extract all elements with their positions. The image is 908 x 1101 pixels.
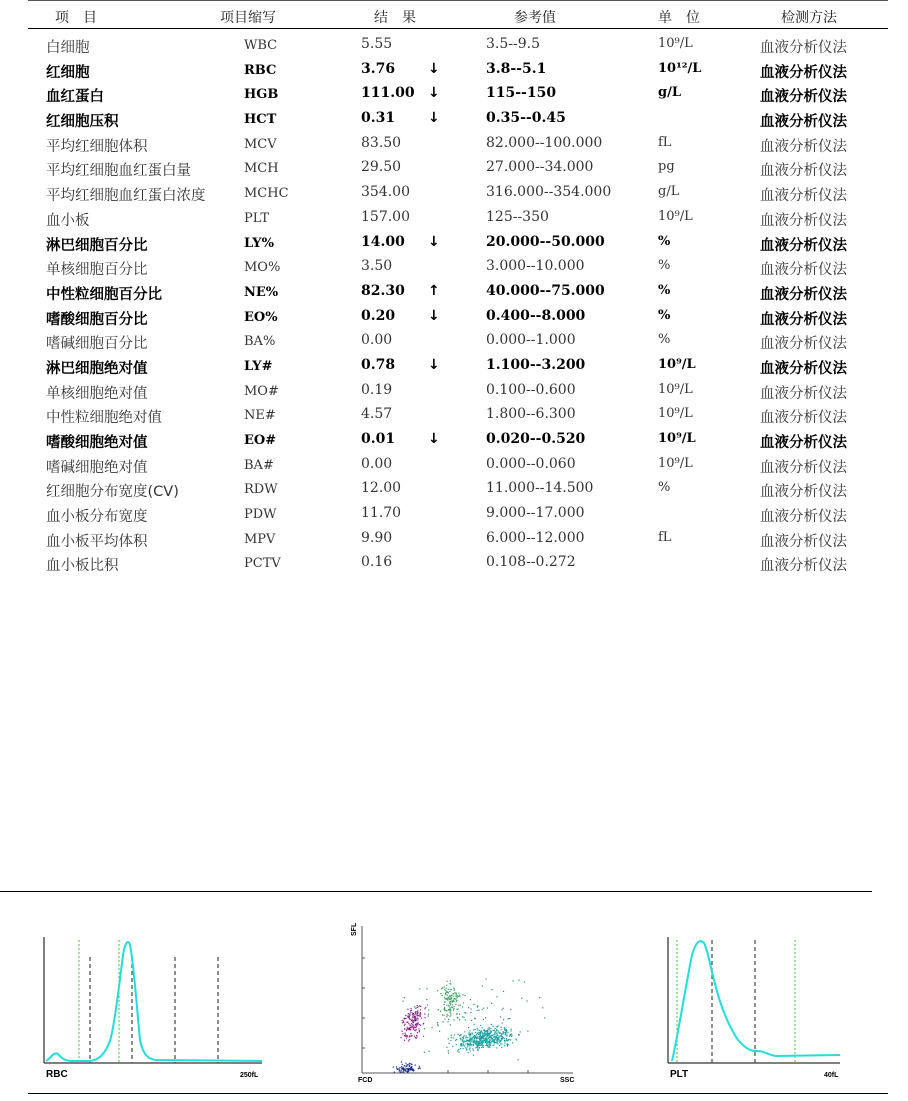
table-row (0, 82, 908, 107)
sparse-points (402, 978, 545, 1060)
item-unit: 10⁹/L (658, 381, 693, 397)
item-method: 血液分析仪法 (760, 163, 847, 180)
item-reference: 11.000--14.500 (486, 480, 594, 497)
item-unit: g/L (658, 184, 680, 200)
item-method: 血液分析仪法 (760, 237, 847, 254)
item-name: 血小板 (46, 212, 90, 229)
item-reference: 9.000--17.000 (486, 505, 585, 522)
header-item: 项 目 (55, 10, 97, 26)
item-method: 血液分析仪法 (760, 533, 847, 550)
item-method: 血液分析仪法 (760, 311, 847, 328)
item-reference: 82.000--100.000 (486, 134, 603, 151)
rbc-curve (46, 942, 262, 1061)
table-header (0, 4, 908, 26)
table-row (0, 403, 908, 428)
item-abbr: MO# (244, 383, 279, 399)
item-abbr: RBC (244, 62, 277, 78)
item-name: 单核细胞绝对值 (46, 385, 148, 402)
item-abbr: MCH (244, 161, 279, 177)
header-unit: 单 位 (658, 10, 700, 26)
item-result: 0.31 (361, 110, 396, 127)
item-method: 血液分析仪法 (760, 188, 847, 205)
item-abbr: HGB (244, 87, 279, 103)
item-reference: 1.800--6.300 (486, 406, 576, 423)
item-name: 中性粒细胞百分比 (46, 286, 162, 303)
rbc-max-label: 250fL (240, 1072, 259, 1079)
table-row (0, 206, 908, 231)
item-unit: 10¹²/L (658, 60, 702, 76)
item-method: 血液分析仪法 (760, 360, 847, 377)
item-reference: 0.108--0.272 (486, 554, 576, 571)
item-result: 0.19 (361, 381, 393, 398)
lymphocyte-cluster (400, 1005, 426, 1042)
item-abbr: MPV (244, 531, 276, 547)
item-flag: ↓ (428, 431, 440, 447)
item-method: 血液分析仪法 (760, 114, 847, 131)
item-method: 血液分析仪法 (760, 509, 847, 526)
item-name: 血小板分布宽度 (46, 509, 148, 526)
item-unit: 10⁹/L (658, 36, 693, 51)
item-result: 29.50 (361, 159, 402, 176)
item-unit: pg (658, 159, 675, 175)
header-result: 结 果 (374, 10, 416, 26)
header-method: 检测方法 (781, 10, 837, 26)
table-row (0, 502, 908, 527)
table-row (0, 354, 908, 379)
wbc-scatter-plot (348, 918, 580, 1084)
item-reference: 6.000--12.000 (486, 529, 585, 546)
item-unit: % (658, 233, 671, 249)
item-name: 平均红细胞血红蛋白量 (46, 163, 191, 180)
table-row (0, 428, 908, 453)
table-row (0, 527, 908, 552)
table-row (0, 33, 908, 58)
scatter-x-label: FCD (358, 1077, 373, 1084)
item-result: 0.01 (361, 431, 396, 447)
item-reference: 3.8--5.1 (486, 60, 547, 77)
item-flag: ↓ (428, 307, 440, 324)
item-result: 14.00 (361, 233, 405, 250)
item-name: 平均红细胞血红蛋白浓度 (46, 188, 206, 205)
item-name: 中性粒细胞绝对值 (46, 410, 162, 427)
result-table (0, 33, 908, 576)
item-method: 血液分析仪法 (760, 286, 847, 303)
item-abbr: BA% (244, 334, 276, 350)
item-result: 4.57 (361, 406, 393, 423)
item-method: 血液分析仪法 (760, 40, 847, 56)
item-abbr: MO% (244, 260, 281, 276)
item-result: 3.76 (361, 60, 396, 77)
debris-cluster (393, 1061, 421, 1073)
neutrophil-cluster (446, 1024, 521, 1056)
item-flag: ↑ (428, 282, 440, 299)
table-row (0, 329, 908, 354)
item-abbr: EO% (244, 309, 278, 325)
item-reference: 3.5--9.5 (486, 36, 540, 52)
item-result: 5.55 (361, 36, 393, 52)
item-result: 157.00 (361, 208, 410, 225)
item-abbr: NE# (244, 408, 276, 424)
rbc-label: RBC (46, 1069, 68, 1080)
item-abbr: NE% (244, 284, 279, 300)
item-result: 0.00 (361, 332, 393, 349)
plt-curve (672, 941, 840, 1061)
item-reference: 0.020--0.520 (486, 431, 586, 447)
item-unit: % (658, 282, 671, 298)
section-divider (0, 891, 872, 892)
plt-label: PLT (670, 1069, 689, 1080)
item-method: 血液分析仪法 (760, 484, 847, 501)
item-unit: 10⁹/L (658, 208, 693, 224)
item-unit: g/L (658, 85, 681, 101)
item-unit: % (658, 480, 671, 496)
item-abbr: PLT (244, 210, 269, 226)
item-reference: 40.000--75.000 (486, 282, 605, 299)
item-result: 3.50 (361, 258, 393, 275)
item-abbr: LY% (244, 235, 274, 251)
table-row (0, 231, 908, 256)
item-name: 嗜酸细胞绝对值 (46, 435, 148, 451)
item-abbr: HCT (244, 112, 277, 128)
item-name: 淋巴细胞绝对值 (46, 360, 148, 377)
item-abbr: MCV (244, 136, 277, 152)
header-rule (28, 28, 888, 29)
top-rule (28, 0, 888, 1)
bottom-rule (28, 1093, 888, 1094)
item-method: 血液分析仪法 (760, 435, 847, 451)
item-unit: fL (658, 134, 672, 150)
monocyte-cluster (437, 980, 466, 1020)
rbc-histogram (40, 935, 268, 1080)
table-row (0, 107, 908, 132)
item-flag: ↓ (428, 60, 440, 77)
header-abbr: 项目缩写 (220, 10, 276, 26)
item-abbr: MCHC (244, 186, 289, 202)
item-reference: 0.000--0.060 (486, 455, 576, 472)
item-name: 血小板平均体积 (46, 533, 148, 550)
scatter-points (393, 978, 546, 1073)
item-method: 血液分析仪法 (760, 558, 847, 575)
item-method: 血液分析仪法 (760, 336, 847, 353)
item-abbr: BA# (244, 457, 274, 473)
item-method: 血液分析仪法 (760, 138, 847, 155)
item-name: 淋巴细胞百分比 (46, 237, 148, 254)
item-result: 9.90 (361, 529, 393, 546)
item-flag: ↓ (428, 110, 440, 127)
item-method: 血液分析仪法 (760, 459, 847, 476)
item-abbr: RDW (244, 482, 278, 498)
item-reference: 0.000--1.000 (486, 332, 576, 349)
item-reference: 125--350 (486, 208, 549, 225)
item-flag: ↓ (428, 85, 440, 102)
item-flag: ↓ (428, 356, 440, 373)
item-name: 红细胞压积 (46, 114, 119, 131)
item-reference: 316.000--354.000 (486, 184, 612, 201)
item-name: 红细胞 (46, 64, 90, 81)
item-reference: 27.000--34.000 (486, 159, 594, 176)
item-abbr: WBC (244, 38, 278, 53)
item-name: 白细胞 (46, 40, 90, 56)
table-row (0, 280, 908, 305)
item-name: 嗜碱细胞绝对值 (46, 459, 148, 476)
item-unit: fL (658, 529, 672, 545)
item-unit: 10⁹/L (658, 431, 696, 446)
item-method: 血液分析仪法 (760, 410, 847, 427)
item-result: 0.00 (361, 455, 393, 472)
item-result: 0.20 (361, 307, 396, 324)
item-reference: 3.000--10.000 (486, 258, 585, 275)
item-result: 111.00 (361, 85, 415, 102)
item-method: 血液分析仪法 (760, 89, 847, 106)
item-reference: 115--150 (486, 85, 557, 102)
item-name: 嗜酸细胞百分比 (46, 311, 148, 328)
item-result: 12.00 (361, 480, 402, 497)
item-name: 单核细胞百分比 (46, 262, 148, 279)
table-row (0, 132, 908, 157)
plt-histogram (664, 935, 844, 1080)
item-unit: 10⁹/L (658, 455, 693, 471)
item-result: 83.50 (361, 134, 402, 151)
table-row (0, 379, 908, 404)
scatter-y-label: SFL (351, 922, 358, 936)
item-unit: % (658, 307, 671, 323)
item-abbr: LY# (244, 358, 273, 374)
table-row (0, 255, 908, 280)
table-row (0, 181, 908, 206)
item-result: 0.16 (361, 554, 393, 571)
table-row (0, 477, 908, 502)
item-abbr: PCTV (244, 556, 281, 572)
header-reference: 参考值 (514, 10, 556, 26)
item-method: 血液分析仪法 (760, 64, 847, 81)
item-result: 0.78 (361, 356, 396, 373)
item-abbr: PDW (244, 507, 277, 523)
item-result: 82.30 (361, 282, 405, 299)
item-reference: 0.35--0.45 (486, 110, 566, 127)
table-row (0, 551, 908, 576)
item-reference: 20.000--50.000 (486, 233, 605, 250)
item-name: 红细胞分布宽度(CV) (46, 484, 179, 501)
item-method: 血液分析仪法 (760, 212, 847, 229)
table-row (0, 453, 908, 478)
item-reference: 0.100--0.600 (486, 381, 576, 398)
item-unit: 10⁹/L (658, 406, 693, 422)
item-flag: ↓ (428, 233, 440, 250)
table-row (0, 58, 908, 83)
plt-max-label: 40fL (824, 1072, 839, 1079)
item-name: 平均红细胞体积 (46, 138, 148, 155)
item-method: 血液分析仪法 (760, 262, 847, 279)
item-result: 354.00 (361, 184, 410, 201)
item-unit: 10⁹/L (658, 356, 696, 372)
item-name: 血红蛋白 (46, 89, 104, 106)
table-row (0, 156, 908, 181)
item-unit: % (658, 258, 671, 274)
table-row (0, 305, 908, 330)
item-reference: 1.100--3.200 (486, 356, 586, 373)
scatter-x-max-label: SSC (560, 1077, 575, 1084)
item-name: 嗜碱细胞百分比 (46, 336, 148, 353)
item-method: 血液分析仪法 (760, 385, 847, 402)
item-abbr: EO# (244, 433, 277, 448)
item-name: 血小板比积 (46, 558, 119, 575)
item-reference: 0.400--8.000 (486, 307, 586, 324)
item-result: 11.70 (361, 505, 402, 522)
item-unit: % (658, 332, 671, 348)
